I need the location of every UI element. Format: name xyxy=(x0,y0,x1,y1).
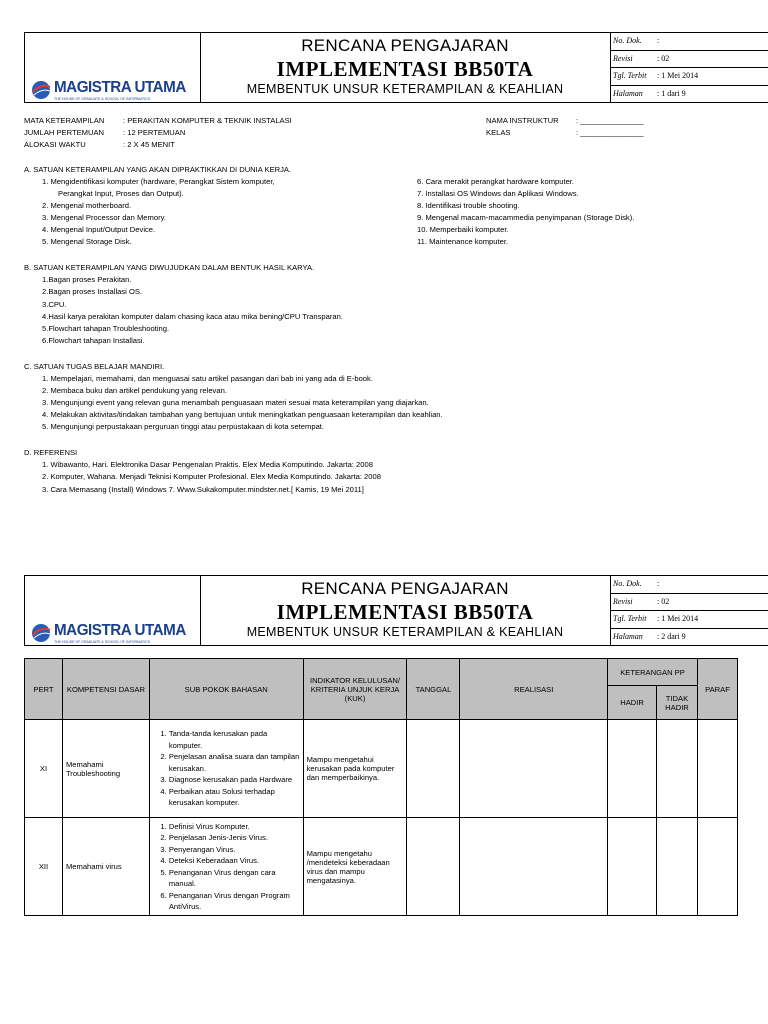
cell-tanggal[interactable] xyxy=(407,720,460,818)
cell-pert: XII xyxy=(25,818,63,916)
section-d-item: 3. Cara Memasang (Install) Windows 7. Www.Sukakomputer.mindster.net.[ Kamis, 19 Mei 2011] xyxy=(42,485,364,494)
sub-item: 3. Penyerangan Virus. xyxy=(169,844,300,856)
header-hadir: HADIR xyxy=(608,686,657,720)
title-implementasi: IMPLEMENTASI BB50TA xyxy=(276,600,534,624)
cell-sub-pokok xyxy=(149,720,303,818)
meta-revisi: Revisi : 02 xyxy=(610,594,768,612)
jumlah-pertemuan: JUMLAH PERTEMUAN : 12 PERTEMUAN xyxy=(24,128,186,137)
section-b-title: B. SATUAN KETERAMPILAN YANG DIWUJUDKAN DALAM BENTUK HASIL KARYA. xyxy=(24,263,315,272)
section-a-item: 3. Mengenal Processor dan Memory. xyxy=(42,213,166,222)
cell-indikator: Mampu mengetahui kerusakan pada komputer dan memperbaikinya. xyxy=(303,720,407,818)
cell-hadir[interactable] xyxy=(608,720,657,818)
section-a-item: 6. Cara merakit perangkat hardware komputer. xyxy=(417,177,575,186)
sub-item: 1. Definisi Virus Komputer. xyxy=(169,821,300,833)
globe-icon xyxy=(30,79,52,101)
meta-tgl-terbit: Tgl. Terbit : 1 Mei 2014 xyxy=(610,611,768,629)
section-d-title: D. REFERENSI xyxy=(24,448,78,457)
nama-instruktur: NAMA INSTRUKTUR : _______________ xyxy=(486,116,644,125)
kelas: KELAS : _______________ xyxy=(486,128,644,137)
meta-no-dok: No. Dok. : xyxy=(610,576,768,594)
section-b-item: 5.Flowchart tahapan Troubleshooting. xyxy=(42,324,170,333)
header-kompetensi: KOMPETENSI DASAR xyxy=(62,659,149,720)
title-implementasi: IMPLEMENTASI BB50TA xyxy=(276,57,534,81)
meta-halaman: Halaman : 2 dari 9 xyxy=(613,631,686,641)
section-c-item: 2. Membaca buku dan artikel pendukung yang relevan. xyxy=(42,386,227,395)
magistra-logo xyxy=(30,79,198,103)
header-paraf: PARAF xyxy=(697,659,737,720)
section-c-item: 4. Melakukan aktivitas/tindakan tambahan yang bertujuan untuk meningkatkan penguasaan keterampilan dan keahlian. xyxy=(42,410,443,419)
meta-halaman: Halaman : 1 dari 9 xyxy=(613,88,686,98)
header-pert: PERT xyxy=(25,659,63,720)
meta-cell xyxy=(610,33,768,102)
title-rencana: RENCANA PENGAJARAN xyxy=(301,579,509,598)
section-a-item: 5. Mengenal Storage Disk. xyxy=(42,237,132,246)
sub-item: 2. Penjelasan analisa suara dan tampilan kerusakan. xyxy=(169,751,300,774)
cell-paraf[interactable] xyxy=(697,720,737,818)
section-a-item: 4. Mengenal Input/Output Device. xyxy=(42,225,156,234)
cell-tidak-hadir[interactable] xyxy=(657,818,698,916)
table-row xyxy=(25,720,738,818)
meta-no-dok: No. Dok. : xyxy=(610,33,768,51)
sub-item: 1. Tanda-tanda kerusakan pada komputer. xyxy=(169,728,300,751)
section-c-item: 5. Mengunjungi perpustakaan perguruan tinggi atau perpustakaan di kota setempat. xyxy=(42,422,325,431)
cell-hadir[interactable] xyxy=(608,818,657,916)
logo-tagline: THE HOUSE OF GRADUATE & SCHOOL OF INFORMATICS xyxy=(54,640,150,644)
header-realisasi: REALISASI xyxy=(460,659,608,720)
document-header-1 xyxy=(24,32,768,103)
section-a-item: 8. Identifikasi trouble shooting. xyxy=(417,201,520,210)
cell-realisasi[interactable] xyxy=(460,720,608,818)
cell-tanggal[interactable] xyxy=(407,818,460,916)
section-d-item: 1. Wibawanto, Hari. Elektronika Dasar Pengenalan Praktis. Elex Media Komputindo. Jakarta: 2008 xyxy=(42,460,373,469)
meta-tgl-terbit: Tgl. Terbit : 1 Mei 2014 xyxy=(610,68,768,86)
section-a-title: A. SATUAN KETERAMPILAN YANG AKAN DIPRAKTIKKAN DI DUNIA KERJA. xyxy=(24,165,292,174)
section-c-title: C. SATUAN TUGAS BELAJAR MANDIRI. xyxy=(24,362,165,371)
sub-item: 5. Penanganan Virus dengan cara manual. xyxy=(169,867,300,890)
section-b-item: 2.Bagan proses Installasi OS. xyxy=(42,287,143,296)
cell-indikator: Mampu mengetahu /mendeteksi keberadaan virus dan mampu mengatasinya. xyxy=(303,818,407,916)
section-b-item: 3.CPU. xyxy=(42,300,67,309)
section-b-item: 4.Hasil karya perakitan komputer dalam chasing kaca atau mika bening/CPU Transparan. xyxy=(42,312,343,321)
section-a-item: 2. Mengenal motherboard. xyxy=(42,201,132,210)
cell-tidak-hadir[interactable] xyxy=(657,720,698,818)
section-a-item: Perangkat Input, Proses dan Output). xyxy=(58,189,184,198)
meta-cell xyxy=(610,576,768,645)
meta-revisi: Revisi : 02 xyxy=(610,51,768,69)
title-rencana: RENCANA PENGAJARAN xyxy=(301,36,509,55)
section-a-item: 1. Mengidentifikasi komputer (hardware, Perangkat Sistem komputer, xyxy=(42,177,275,186)
sub-item: 4. Perbaikan atau Solusi terhadap kerusakan komputer. xyxy=(169,786,300,809)
section-a-item: 7. Installasi OS Windows dan Aplikasi Windows. xyxy=(417,189,579,198)
cell-paraf[interactable] xyxy=(697,818,737,916)
cell-sub-pokok xyxy=(149,818,303,916)
section-b-item: 1.Bagan proses Perakitan. xyxy=(42,275,132,284)
section-b-item: 6.Flowchart tahapan Installasi. xyxy=(42,336,145,345)
sub-item: 3. Diagnose kerusakan pada Hardware xyxy=(169,774,300,786)
title-subtitle: MEMBENTUK UNSUR KETERAMPILAN & KEAHLIAN xyxy=(246,82,564,96)
section-c-item: 1. Mempelajari, memahami, dan menguasai satu artikel pasangan dari bab ini yang ada di E-book. xyxy=(42,374,373,383)
title-subtitle: MEMBENTUK UNSUR KETERAMPILAN & KEAHLIAN xyxy=(246,625,564,639)
sub-item: 4. Deteksi Keberadaan Virus. xyxy=(169,855,300,867)
section-a-item: 9. Mengenal macam-macammedia penyimpanan (Storage Disk). xyxy=(417,213,635,222)
rencana-table xyxy=(24,658,738,916)
magistra-logo xyxy=(30,622,198,646)
title-cell xyxy=(200,33,611,102)
alokasi-waktu: ALOKASI WAKTU : 2 X 45 MENIT xyxy=(24,140,175,149)
header-sub-pokok: SUB POKOK BAHASAN xyxy=(149,659,303,720)
mata-keterampilan: MATA KETERAMPILAN : PERAKITAN KOMPUTER & TEKNIK INSTALASI xyxy=(24,116,292,125)
title-cell xyxy=(200,576,611,645)
logo-brand: MAGISTRA UTAMA xyxy=(54,79,186,96)
logo-tagline: THE HOUSE OF GRADUATE & SCHOOL OF INFORMATICS xyxy=(54,97,150,101)
section-d-item: 2. Komputer, Wahana. Menjadi Teknisi Komputer Profesional. Elex Media Komputindo. Jakarta: 2008 xyxy=(42,472,381,481)
section-c-item: 3. Mengunjungi event yang relevan guna menambah penguasaan materi sesuai mata keterampilan yang diajarkan. xyxy=(42,398,429,407)
header-tanggal: TANGGAL xyxy=(407,659,460,720)
sub-item: 6. Penanganan Virus dengan Program AntiVirus. xyxy=(169,890,300,913)
header-indikator: INDIKATOR KELULUSAN/ KRITERIA UNJUK KERJA (KUK) xyxy=(303,659,407,720)
logo-cell xyxy=(25,33,201,102)
cell-pert: XI xyxy=(25,720,63,818)
cell-kompetensi: Memahami Troubleshooting xyxy=(62,720,149,818)
cell-kompetensi: Memahami virus xyxy=(62,818,149,916)
document-header-2 xyxy=(24,575,768,646)
globe-icon xyxy=(30,622,52,644)
header-keterangan: KETERANGAN PP xyxy=(608,659,698,686)
section-a-item: 10. Memperbaiki komputer. xyxy=(417,225,509,234)
sub-item: 2. Penjelasan Jenis-Jenis Virus. xyxy=(169,832,300,844)
cell-realisasi[interactable] xyxy=(460,818,608,916)
table-row xyxy=(25,818,738,916)
logo-cell xyxy=(25,576,201,645)
section-a-item: 11. Maintenance komputer. xyxy=(417,237,509,246)
header-tidak-hadir: TIDAK HADIR xyxy=(657,686,698,720)
logo-brand: MAGISTRA UTAMA xyxy=(54,622,186,639)
